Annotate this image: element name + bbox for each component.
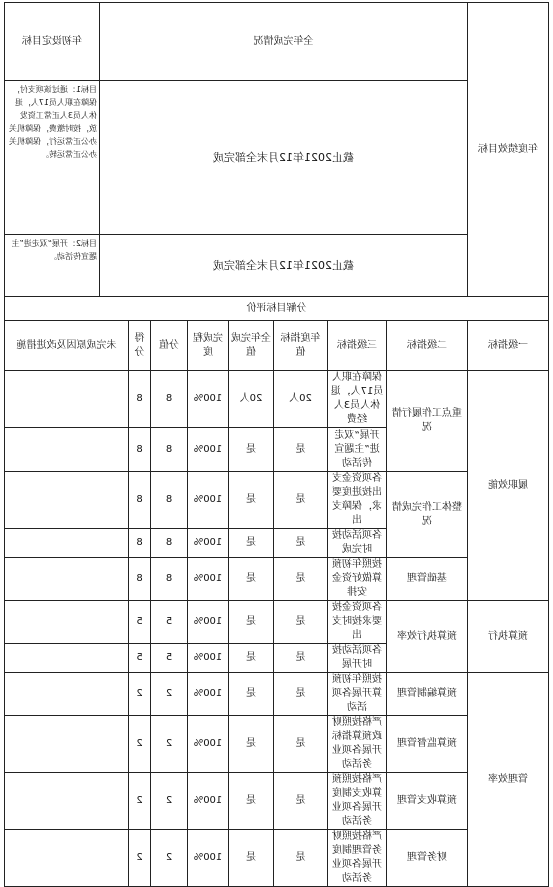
row-target: 20人	[274, 371, 328, 428]
row-value: 8	[151, 371, 188, 428]
row-actual: 是	[229, 673, 274, 716]
row-reason	[5, 644, 129, 673]
row-target: 是	[274, 830, 328, 887]
section-title: 分解目标评价	[5, 297, 549, 321]
row1-value: 截止2021年12月末全部完成	[100, 81, 468, 235]
row-rate: 100%	[188, 601, 229, 644]
row-reason	[5, 716, 129, 773]
header-l1: 一级指标	[468, 321, 549, 371]
header-l2: 二级指标	[387, 321, 468, 371]
row-target: 是	[274, 428, 328, 472]
subgroup-basic-management: 基础管理	[387, 558, 468, 601]
row-score: 8	[129, 472, 151, 529]
row-l3: 各项资金按要求按时支出	[328, 601, 387, 644]
row-l3: 严格按照财务管理制度开展各项业务活动	[328, 830, 387, 887]
row-score: 8	[129, 371, 151, 428]
overall-header: 全年完成情况	[100, 3, 468, 81]
row-rate: 100%	[188, 371, 229, 428]
row-score: 8	[129, 529, 151, 558]
row-actual: 是	[229, 428, 274, 472]
row-target: 是	[274, 558, 328, 601]
row-value: 2	[151, 673, 188, 716]
row-rate: 100%	[188, 472, 229, 529]
row-score: 2	[129, 830, 151, 887]
group-l1-budget-execution: 预算执行	[468, 601, 549, 673]
subgroup-budget-compilation: 预算编制管理	[387, 673, 468, 716]
row-rate: 100%	[188, 529, 229, 558]
subgroup-budget-revenue-expenditure: 预算收支管理	[387, 773, 468, 830]
row-target: 是	[274, 601, 328, 644]
row-target: 是	[274, 644, 328, 673]
row-score: 8	[129, 428, 151, 472]
row-rate: 100%	[188, 428, 229, 472]
row-actual: 是	[229, 558, 274, 601]
row-actual: 是	[229, 716, 274, 773]
target-header: 年初设定目标	[5, 3, 100, 81]
row2-value: 截止2021年12月末全部完成	[100, 235, 468, 297]
row-actual: 是	[229, 644, 274, 673]
row-rate: 100%	[188, 644, 229, 673]
row-value: 8	[151, 472, 188, 529]
row-value: 8	[151, 428, 188, 472]
row-l3: 严格按照预算收支制度开展各项业务活动	[328, 773, 387, 830]
header-rate: 完成程度	[188, 321, 229, 371]
row-rate: 100%	[188, 830, 229, 887]
row-reason	[5, 601, 129, 644]
row-value: 5	[151, 644, 188, 673]
subgroup-budget-efficiency: 预算执行效率	[387, 601, 468, 673]
group-l1-performance: 履职效能	[468, 371, 549, 601]
row-score: 2	[129, 773, 151, 830]
row-reason	[5, 558, 129, 601]
row-target: 是	[274, 673, 328, 716]
row-score: 5	[129, 644, 151, 673]
row-reason	[5, 371, 129, 428]
row-rate: 100%	[188, 716, 229, 773]
row-l3: 开展“双走进”主题宣传活动	[328, 428, 387, 472]
row-actual: 是	[229, 529, 274, 558]
row1-target: 目标1：通过该项支付，保障在职人员17人，退休人员3人正常工资发放，按时缴费，保障机关办公正常运行，保障机关办公正常运转。	[5, 81, 100, 235]
row-actual: 是	[229, 472, 274, 529]
row-l3: 保障在职人员17人，退休人员3人经费	[328, 371, 387, 428]
row-target: 是	[274, 529, 328, 558]
row-reason	[5, 830, 129, 887]
row-value: 2	[151, 716, 188, 773]
row-actual: 是	[229, 830, 274, 887]
row-actual: 20人	[229, 371, 274, 428]
row-l3: 按照年初预算开展各项活动	[328, 673, 387, 716]
row-target: 是	[274, 716, 328, 773]
annual-target-label: 年度绩效目标	[468, 3, 549, 297]
row-value: 8	[151, 558, 188, 601]
subgroup-financial-management: 财务管理	[387, 830, 468, 887]
group-l1-management-efficiency: 管理效率	[468, 673, 549, 887]
row-rate: 100%	[188, 673, 229, 716]
row-l3: 各项资金支出按进度要求，保障支出	[328, 472, 387, 529]
row-actual: 是	[229, 601, 274, 644]
row-value: 2	[151, 773, 188, 830]
row-reason	[5, 673, 129, 716]
row-value: 2	[151, 830, 188, 887]
row-score: 2	[129, 716, 151, 773]
row-l3: 各项活动按时完成	[328, 529, 387, 558]
header-reason: 未完成原因及改进措施	[5, 321, 129, 371]
row-target: 是	[274, 472, 328, 529]
row-score: 5	[129, 601, 151, 644]
row-rate: 100%	[188, 558, 229, 601]
subgroup-key-work: 重点工作履行情况	[387, 371, 468, 472]
row2-target: 目标2：开展“双走进”主题宣传活动。	[5, 235, 100, 297]
row-value: 5	[151, 601, 188, 644]
performance-table	[4, 2, 549, 887]
header-target: 年度指标值	[274, 321, 328, 371]
row-target: 是	[274, 773, 328, 830]
row-l3: 严格按照财政预算指标开展各项业务活动	[328, 716, 387, 773]
row-value: 8	[151, 529, 188, 558]
row-score: 8	[129, 558, 151, 601]
row-l3: 按照年初预算做好资金安排	[328, 558, 387, 601]
row-reason	[5, 529, 129, 558]
header-score: 得分	[129, 321, 151, 371]
header-l3: 三级指标	[328, 321, 387, 371]
subgroup-overall-work: 整体工作完成情况	[387, 472, 468, 558]
row-reason	[5, 428, 129, 472]
row-actual: 是	[229, 773, 274, 830]
row-reason	[5, 472, 129, 529]
row-score: 2	[129, 673, 151, 716]
header-actual: 全年完成值	[229, 321, 274, 371]
row-rate: 100%	[188, 773, 229, 830]
header-score-value: 分值	[151, 321, 188, 371]
row-l3: 各项活动按时开展	[328, 644, 387, 673]
subgroup-budget-supervision: 预算监督管理	[387, 716, 468, 773]
row-reason	[5, 773, 129, 830]
